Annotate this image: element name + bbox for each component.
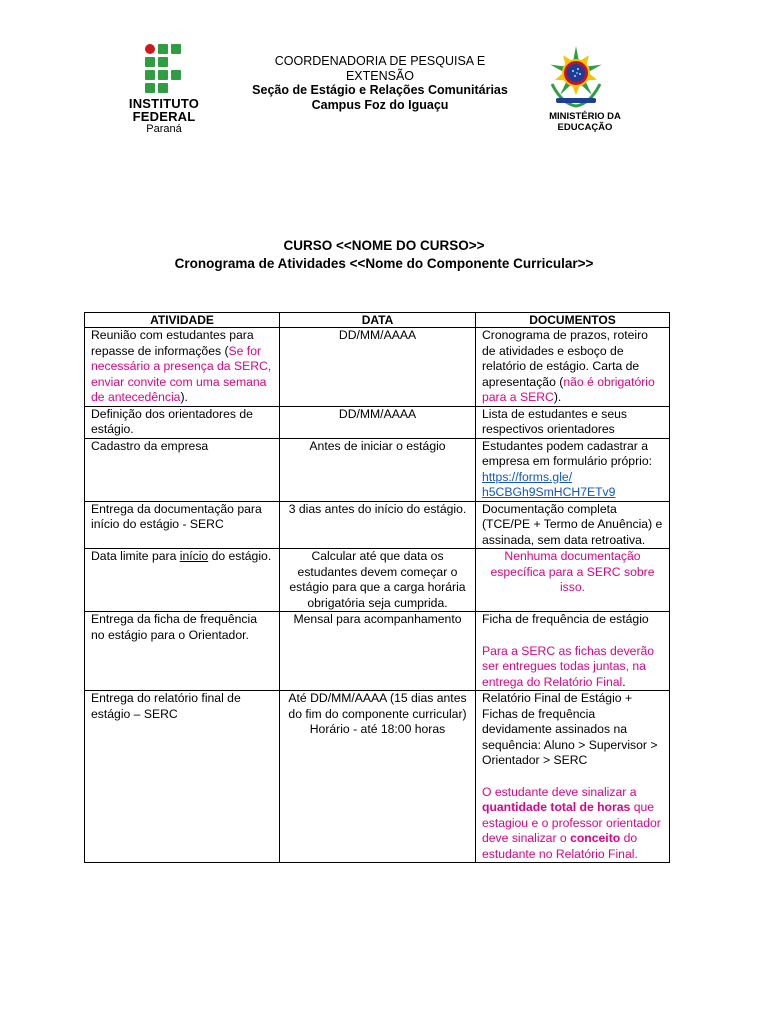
documents-cell: Documentação completa (TCE/PE + Termo de Anuência) e assinada, sem data retroativa. [476, 501, 670, 549]
institution-name-line1: INSTITUTO [128, 96, 200, 111]
activity-cell: Cadastro da empresa [85, 438, 280, 501]
company-form-link[interactable]: https://forms.gle/ h5CBGh9SmHCH7ETv9 [482, 469, 616, 499]
table-row [85, 501, 670, 549]
brazil-coat-of-arms-icon [548, 44, 604, 108]
documents-cell: Relatório Final de Estágio + Fichas de frequência devidamente assinados na sequência: Aluno > Supervisor > Orientador > SERC O estudante deve sinalizar a quantidade total de horas que estagiou e o professor orientador deve sinalizar o conceito do estudante no Relatório Final. [476, 691, 670, 863]
course-title: CURSO <<NOME DO CURSO>> [283, 238, 485, 253]
schedule-title: Cronograma de Atividades <<Nome do Componente Curricular>> [174, 256, 594, 271]
if-grid-icon [145, 44, 183, 94]
institution-name-line2: FEDERAL [132, 109, 196, 124]
documents-cell: Ficha de frequência de estágio Para a SERC as fichas deverão ser entregues todas juntas, na entrega do Relatório Final. [476, 612, 670, 691]
activity-cell: Reunião com estudantes para repasse de informações (Se for necessário a presença da SERC, enviar convite com uma semana de antecedência). [85, 328, 280, 407]
documents-cell: Estudantes podem cadastrar a empresa em formulário próprio: https://forms.gle/ h5CBGh9SmHCH7ETv9 [476, 438, 670, 501]
table-header-row [85, 313, 670, 328]
ministry-label-line1: MINISTÉRIO DA [549, 111, 621, 122]
documents-cell: Nenhuma documentação específica para a SERC sobre isso. [476, 549, 670, 612]
column-header-date: DATA [280, 313, 476, 328]
date-cell: DD/MM/AAAA [280, 406, 476, 438]
column-header-documents: DOCUMENTOS [476, 313, 670, 328]
table-row [85, 328, 670, 407]
column-header-activity: ATIVIDADE [85, 313, 280, 328]
institution-name-line3: Paraná [146, 123, 182, 135]
header-line2: EXTENSÃO [345, 68, 415, 83]
documents-cell: Lista de estudantes e seus respectivos orientadores [476, 406, 670, 438]
table-row [85, 406, 670, 438]
instituto-federal-logo [118, 44, 210, 140]
ministry-logo [540, 44, 630, 140]
activity-cell: Entrega da documentação para início do estágio - SERC [85, 501, 280, 549]
activity-cell: Entrega da ficha de frequência no estágio para o Orientador. [85, 612, 280, 691]
table-row [85, 691, 670, 863]
header-line1: COORDENADORIA DE PESQUISA E [274, 54, 486, 68]
header-line4: Campus Foz do Iguaçu [311, 97, 449, 112]
table-row [85, 549, 670, 612]
date-cell: Mensal para acompanhamento [280, 612, 476, 691]
header-center-text [232, 54, 528, 112]
date-cell: DD/MM/AAAA [280, 328, 476, 407]
ministry-label [540, 111, 630, 133]
schedule-table [84, 312, 670, 863]
document-title [84, 237, 684, 273]
date-cell: Até DD/MM/AAAA (15 dias antes do fim do componente curricular) Horário - até 18:00 horas [280, 691, 476, 863]
documents-cell: Cronograma de prazos, roteiro de atividades e esboço de relatório de estágio. Carta de apresentação (não é obrigatório para a SERC). [476, 328, 670, 407]
header-line3: Seção de Estágio e Relações Comunitárias [252, 83, 508, 97]
date-cell: 3 dias antes do início do estágio. [280, 501, 476, 549]
date-cell: Antes de iniciar o estágio [280, 438, 476, 501]
date-cell: Calcular até que data os estudantes devem começar o estágio para que a carga horária obrigatória seja cumprida. [280, 549, 476, 612]
activity-cell: Data limite para início do estágio. [85, 549, 280, 612]
activity-cell: Entrega do relatório final de estágio – SERC [85, 691, 280, 863]
ministry-label-line2: EDUCAÇÃO [557, 122, 613, 133]
table-row [85, 438, 670, 501]
table-row [85, 612, 670, 691]
activity-cell: Definição dos orientadores de estágio. [85, 406, 280, 438]
